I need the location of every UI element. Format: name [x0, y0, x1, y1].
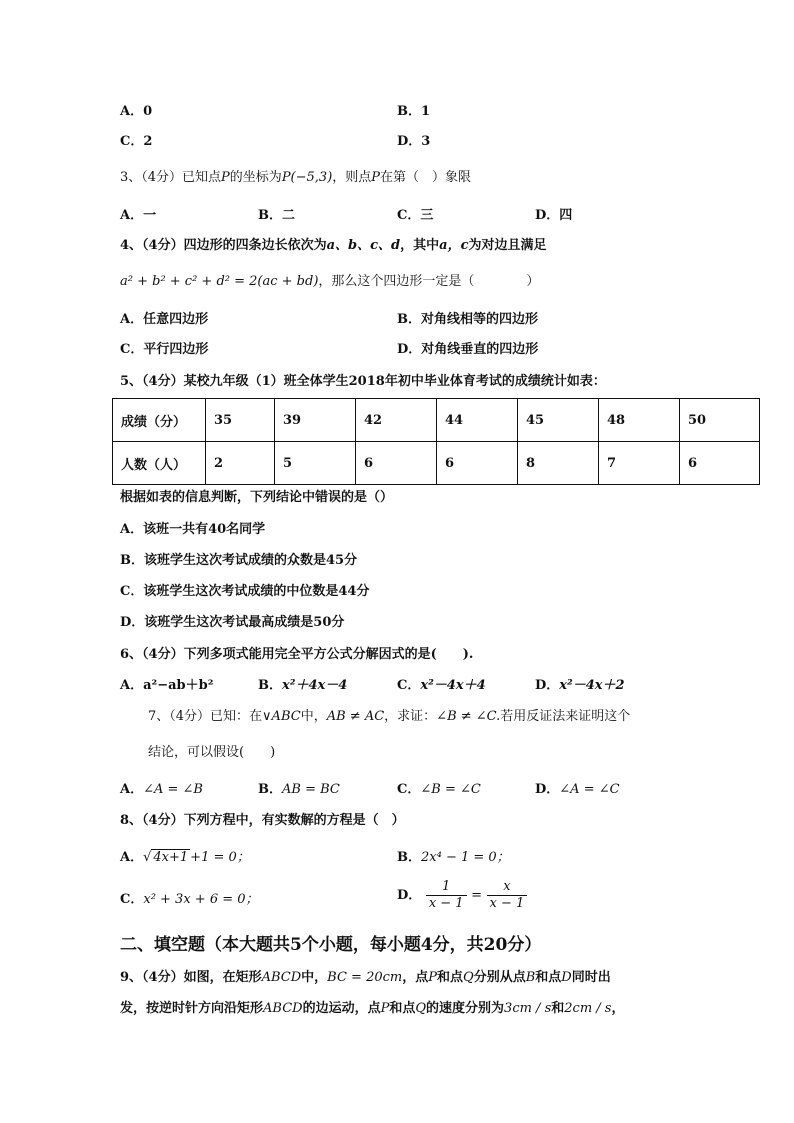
q9-math: P: [428, 970, 437, 985]
q9-math: ABCD: [261, 970, 302, 985]
q3-text: ，则点: [332, 170, 372, 185]
option-text: 三: [420, 208, 434, 223]
table-cell: 35: [206, 399, 275, 442]
option-letter: B．: [397, 104, 421, 119]
q9-text: 发，按逆时针方向沿矩形: [120, 1001, 264, 1016]
q8-option-c: [120, 890, 259, 910]
table-cell: 5: [275, 442, 356, 485]
option-text: +1 = 0；: [190, 850, 250, 865]
q9-math: Q: [463, 970, 474, 985]
equals-sign: =: [471, 888, 483, 903]
option-text: ∠A = ∠B: [143, 782, 203, 797]
q4-stem-line1: [120, 236, 547, 256]
q9-text: 和点: [437, 970, 464, 985]
table-cell: 6: [437, 442, 518, 485]
option-letter: D．: [535, 208, 560, 223]
option-text: 一: [143, 208, 157, 223]
numerator: 1: [426, 879, 467, 896]
option-letter: D．: [535, 782, 560, 797]
option-text: 任意四边形: [143, 312, 209, 327]
option-letter: A．: [120, 522, 144, 537]
table-cell: 44: [437, 399, 518, 442]
option-text: 0: [143, 104, 153, 119]
q7-option-a: [120, 780, 203, 800]
q9-math: 2cm / s: [564, 1001, 612, 1016]
q6-option-d: [535, 676, 625, 696]
q5-option-b: [120, 551, 357, 571]
q7-option-b: [258, 780, 340, 800]
q7-option-c: [397, 780, 481, 800]
q2-option-b: [397, 102, 430, 122]
option-text: x²－4x＋4: [420, 678, 486, 693]
q8-option-b: [397, 848, 510, 868]
option-text: 四: [559, 208, 573, 223]
option-text: 该班学生这次考试成绩的众数是45分: [144, 553, 358, 568]
option-text: 该班学生这次考试最高成绩是50分: [144, 615, 345, 630]
table-cell: 39: [275, 399, 356, 442]
q6-option-c: [397, 676, 486, 696]
table-cell: 成绩（分）: [113, 399, 206, 442]
q3-option-b: [258, 206, 295, 226]
table-cell: 6: [356, 442, 437, 485]
denominator: x − 1: [428, 896, 464, 911]
option-letter: B．: [258, 782, 282, 797]
score-table: [112, 398, 760, 485]
q9-math: D: [561, 970, 572, 985]
q7-stem-line2: 结论，可以假设( ): [148, 745, 276, 760]
q7-stem-line1: [148, 707, 630, 727]
option-text: 3: [421, 134, 431, 149]
option-letter: A．: [120, 782, 144, 797]
option-text: AB = BC: [282, 782, 340, 797]
q3-option-d: [535, 206, 572, 226]
option-letter: A．: [120, 678, 144, 693]
option-letter: D．: [120, 615, 145, 630]
q7-text: ，求证：: [384, 709, 437, 724]
q9-math: BC = 20cm: [327, 970, 403, 985]
table-cell: 8: [518, 442, 599, 485]
q3-text: 在第（ ）象限: [380, 170, 472, 185]
q4-text: 为对边且满足: [468, 238, 547, 253]
radicand: 4x+1: [153, 850, 189, 865]
q3-option-a: [120, 206, 156, 226]
q3-var: P: [221, 170, 230, 185]
q4-option-d: [397, 340, 538, 360]
q4-text: ，其中: [400, 238, 440, 253]
q2-option-c: [120, 132, 152, 152]
q3-text: 的坐标为: [229, 170, 282, 185]
option-text: 1: [421, 104, 431, 119]
option-letter: A．: [120, 312, 144, 327]
section-title: 二、填空题（本大题共5个小题，每小题4分，共20分）: [120, 935, 542, 955]
q7-option-d: [535, 780, 620, 800]
option-letter: B．: [258, 678, 282, 693]
q5-option-d: [120, 613, 344, 633]
option-text: 该班学生这次考试成绩的中位数是44分: [143, 584, 370, 599]
option-letter: C．: [397, 782, 421, 797]
q9-line2: [120, 999, 624, 1019]
q9-text: 和点: [535, 970, 562, 985]
table-cell: 6: [680, 442, 760, 485]
option-text: 平行四边形: [143, 342, 209, 357]
q9-math: Q: [415, 1001, 427, 1016]
q6-option-b: [258, 676, 347, 696]
q7-text: 中，: [300, 709, 327, 724]
option-letter: D．: [397, 342, 422, 357]
option-letter: D．: [535, 678, 560, 693]
option-letter: A．: [120, 850, 144, 865]
q2-option-d: [397, 132, 430, 152]
q9-text: ，: [611, 1001, 625, 1016]
option-text: 对角线垂直的四边形: [421, 342, 539, 357]
q3-var: P: [371, 170, 381, 185]
q9-math: ABCD: [263, 1001, 303, 1016]
q7-triangle: ∨ABC: [262, 709, 301, 724]
q6-option-a: [120, 676, 213, 696]
q4-equation: a² + b² + c² + d² = 2(ac + bd): [120, 274, 319, 289]
q7-text: 若用反证法来证明这个: [500, 709, 631, 724]
q3-option-c: [397, 206, 433, 226]
option-text: x²＋4x－4: [282, 678, 348, 693]
option-letter: A．: [120, 208, 144, 223]
option-letter: B．: [258, 208, 282, 223]
option-letter: C．: [397, 678, 421, 693]
table-cell: 人数（人）: [113, 442, 206, 485]
fraction: [487, 879, 528, 912]
table-row: [113, 399, 760, 442]
q3-stem: [120, 168, 471, 188]
q4-option-a: [120, 310, 208, 330]
table-cell: 45: [518, 399, 599, 442]
option-text: 2x⁴ − 1 = 0；: [421, 850, 510, 865]
q4-stem-line2: [120, 272, 539, 292]
q4-option-c: [120, 340, 208, 360]
q8-option-a: [120, 848, 250, 868]
table-row: [113, 442, 760, 485]
table-cell: 48: [599, 399, 680, 442]
option-text: 二: [282, 208, 296, 223]
option-text: x² + 3x + 6 = 0；: [143, 892, 259, 907]
option-letter: B．: [397, 312, 421, 327]
q9-text: 9、（4分）如图，在矩形: [120, 970, 262, 985]
denominator: x − 1: [489, 896, 525, 911]
option-letter: C．: [120, 584, 144, 599]
q3-text: 3、（4分）已知点: [120, 170, 222, 185]
q4-text: ，那么这个四边形一定是（ ）: [318, 274, 540, 289]
q5-stem: 5、（4分）某校九年级（1）班全体学生2018年初中毕业体育考试的成绩统计如表：: [120, 374, 606, 389]
option-text: ∠A = ∠C: [559, 782, 620, 797]
q9-text: ，点: [402, 970, 429, 985]
q4-text: 4、（4分）四边形的四条边长依次为: [120, 238, 327, 253]
option-text: x²－4x＋2: [559, 678, 625, 693]
sqrt-symbol: √: [143, 850, 152, 865]
q9-math: P: [380, 1001, 390, 1016]
q9-math: 3cm / s: [504, 1001, 552, 1016]
table-cell: 7: [599, 442, 680, 485]
table-cell: 2: [206, 442, 275, 485]
q9-text: 中，: [301, 970, 328, 985]
option-text: 该班一共有40名同学: [143, 522, 266, 537]
q2-option-a: [120, 102, 152, 122]
q6-stem: 6、（4分）下列多项式能用完全平方公式分解因式的是( ).: [120, 647, 474, 662]
option-letter: C．: [120, 892, 144, 907]
q5-question: 根据如表的信息判断，下列结论中错误的是（）: [120, 490, 394, 505]
q7-angle: ∠B ≠ ∠C.: [436, 709, 501, 724]
q9-line1: [120, 968, 611, 988]
q9-text: 同时出: [571, 970, 611, 985]
fraction: [426, 879, 467, 912]
numerator: x: [487, 879, 528, 896]
q7-text: 7、（4分）已知：在: [148, 709, 263, 724]
option-letter: C．: [397, 208, 421, 223]
q9-text: 和点: [389, 1001, 416, 1016]
q8-stem: 8、（4分）下列方程中，有实数解的方程是（ ）: [120, 813, 405, 828]
q4-vars: a，c: [439, 238, 469, 253]
q9-text: 的速度分别为: [426, 1001, 505, 1016]
option-text: ∠B = ∠C: [420, 782, 481, 797]
q9-text: 分别从点: [473, 970, 526, 985]
option-letter: B．: [397, 850, 421, 865]
option-letter: B．: [120, 553, 144, 568]
table-cell: 42: [356, 399, 437, 442]
option-letter: C．: [120, 342, 144, 357]
q4-vars: a、b、c、d: [326, 238, 401, 253]
table-cell: 50: [680, 399, 760, 442]
q3-coord: P(−5,3): [281, 170, 333, 185]
q8-option-d: [397, 879, 527, 913]
q9-text: 的边运动，点: [302, 1001, 381, 1016]
option-letter: C．: [120, 134, 144, 149]
option-letter: D．: [397, 134, 422, 149]
q5-option-c: [120, 582, 369, 602]
q9-math: B: [525, 970, 536, 985]
option-text: 对角线相等的四边形: [421, 312, 539, 327]
option-letter: A．: [120, 104, 144, 119]
q9-text: 和: [551, 1001, 565, 1016]
q7-inequality: AB ≠ AC: [326, 709, 385, 724]
option-text: a²−ab＋b²: [143, 678, 214, 693]
option-text: 2: [143, 134, 153, 149]
q5-option-a: [120, 520, 265, 540]
q4-option-b: [397, 310, 538, 330]
option-letter: D．: [397, 888, 422, 903]
